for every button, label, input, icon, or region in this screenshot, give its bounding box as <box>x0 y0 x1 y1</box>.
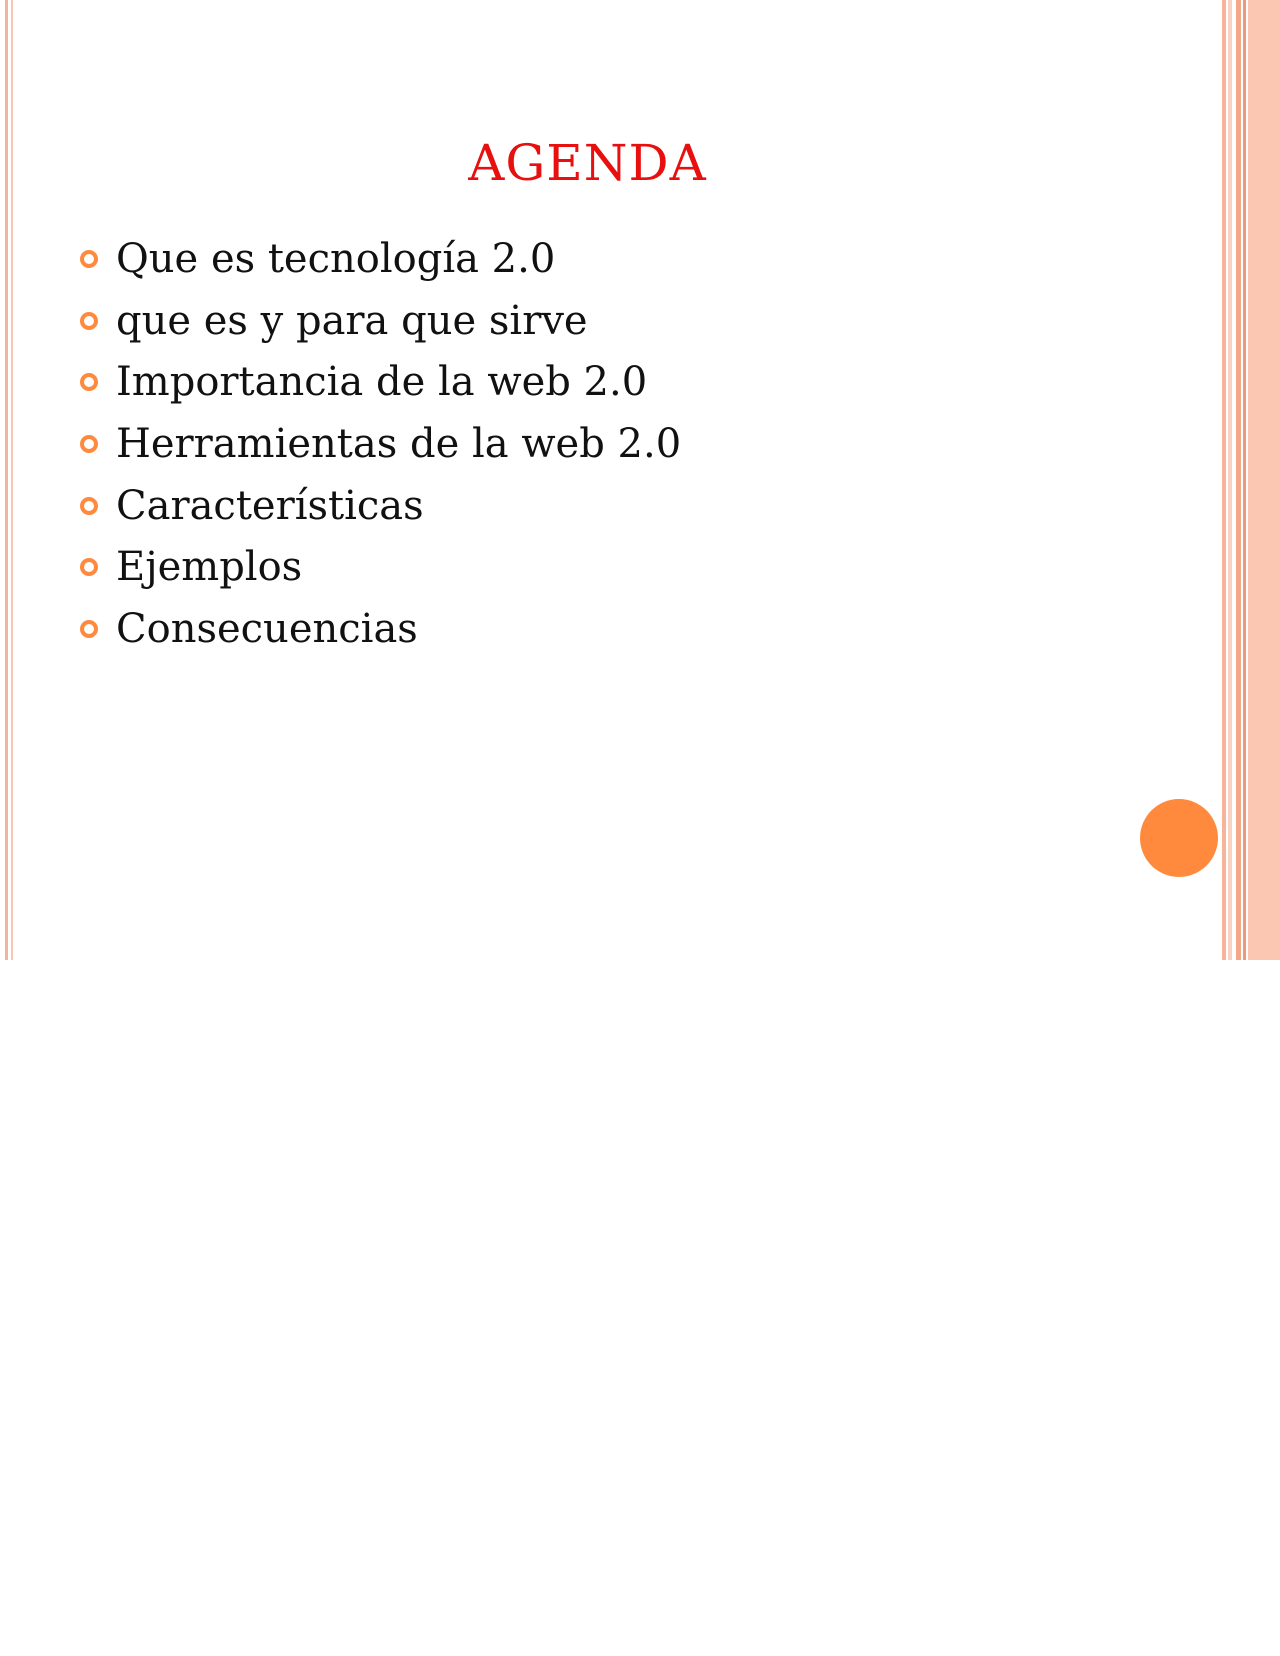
list-item-text: Que es tecnología 2.0 <box>116 235 556 282</box>
list-item <box>80 351 681 413</box>
circle-bullet-icon <box>80 373 98 391</box>
list-item-text: Herramientas de la web 2.0 <box>116 420 682 467</box>
list-item-text: Consecuencias <box>116 605 418 652</box>
circle-bullet-icon <box>80 250 98 268</box>
circle-bullet-icon <box>80 558 98 576</box>
right-border-band <box>1228 0 1232 960</box>
right-border-band <box>1222 0 1226 960</box>
circle-bullet-icon <box>80 435 98 453</box>
list-item-text: que es y para que sirve <box>116 297 588 344</box>
list-item <box>80 598 681 660</box>
agenda-list <box>80 228 681 660</box>
list-item-text: Características <box>116 482 424 529</box>
circle-bullet-icon <box>80 497 98 515</box>
right-border-band <box>1236 0 1241 960</box>
list-item <box>80 290 681 352</box>
list-item-text: Ejemplos <box>116 544 303 591</box>
list-item <box>80 475 681 537</box>
right-border-band <box>1243 0 1246 960</box>
list-item <box>80 228 681 290</box>
list-item <box>80 536 681 598</box>
slide-title: AGENDA <box>468 134 707 192</box>
circle-bullet-icon <box>80 312 98 330</box>
decorative-orange-circle <box>1140 799 1218 877</box>
list-item <box>80 413 681 475</box>
right-border-band <box>1248 0 1280 960</box>
circle-bullet-icon <box>80 620 98 638</box>
list-item-text: Importancia de la web 2.0 <box>116 359 648 406</box>
